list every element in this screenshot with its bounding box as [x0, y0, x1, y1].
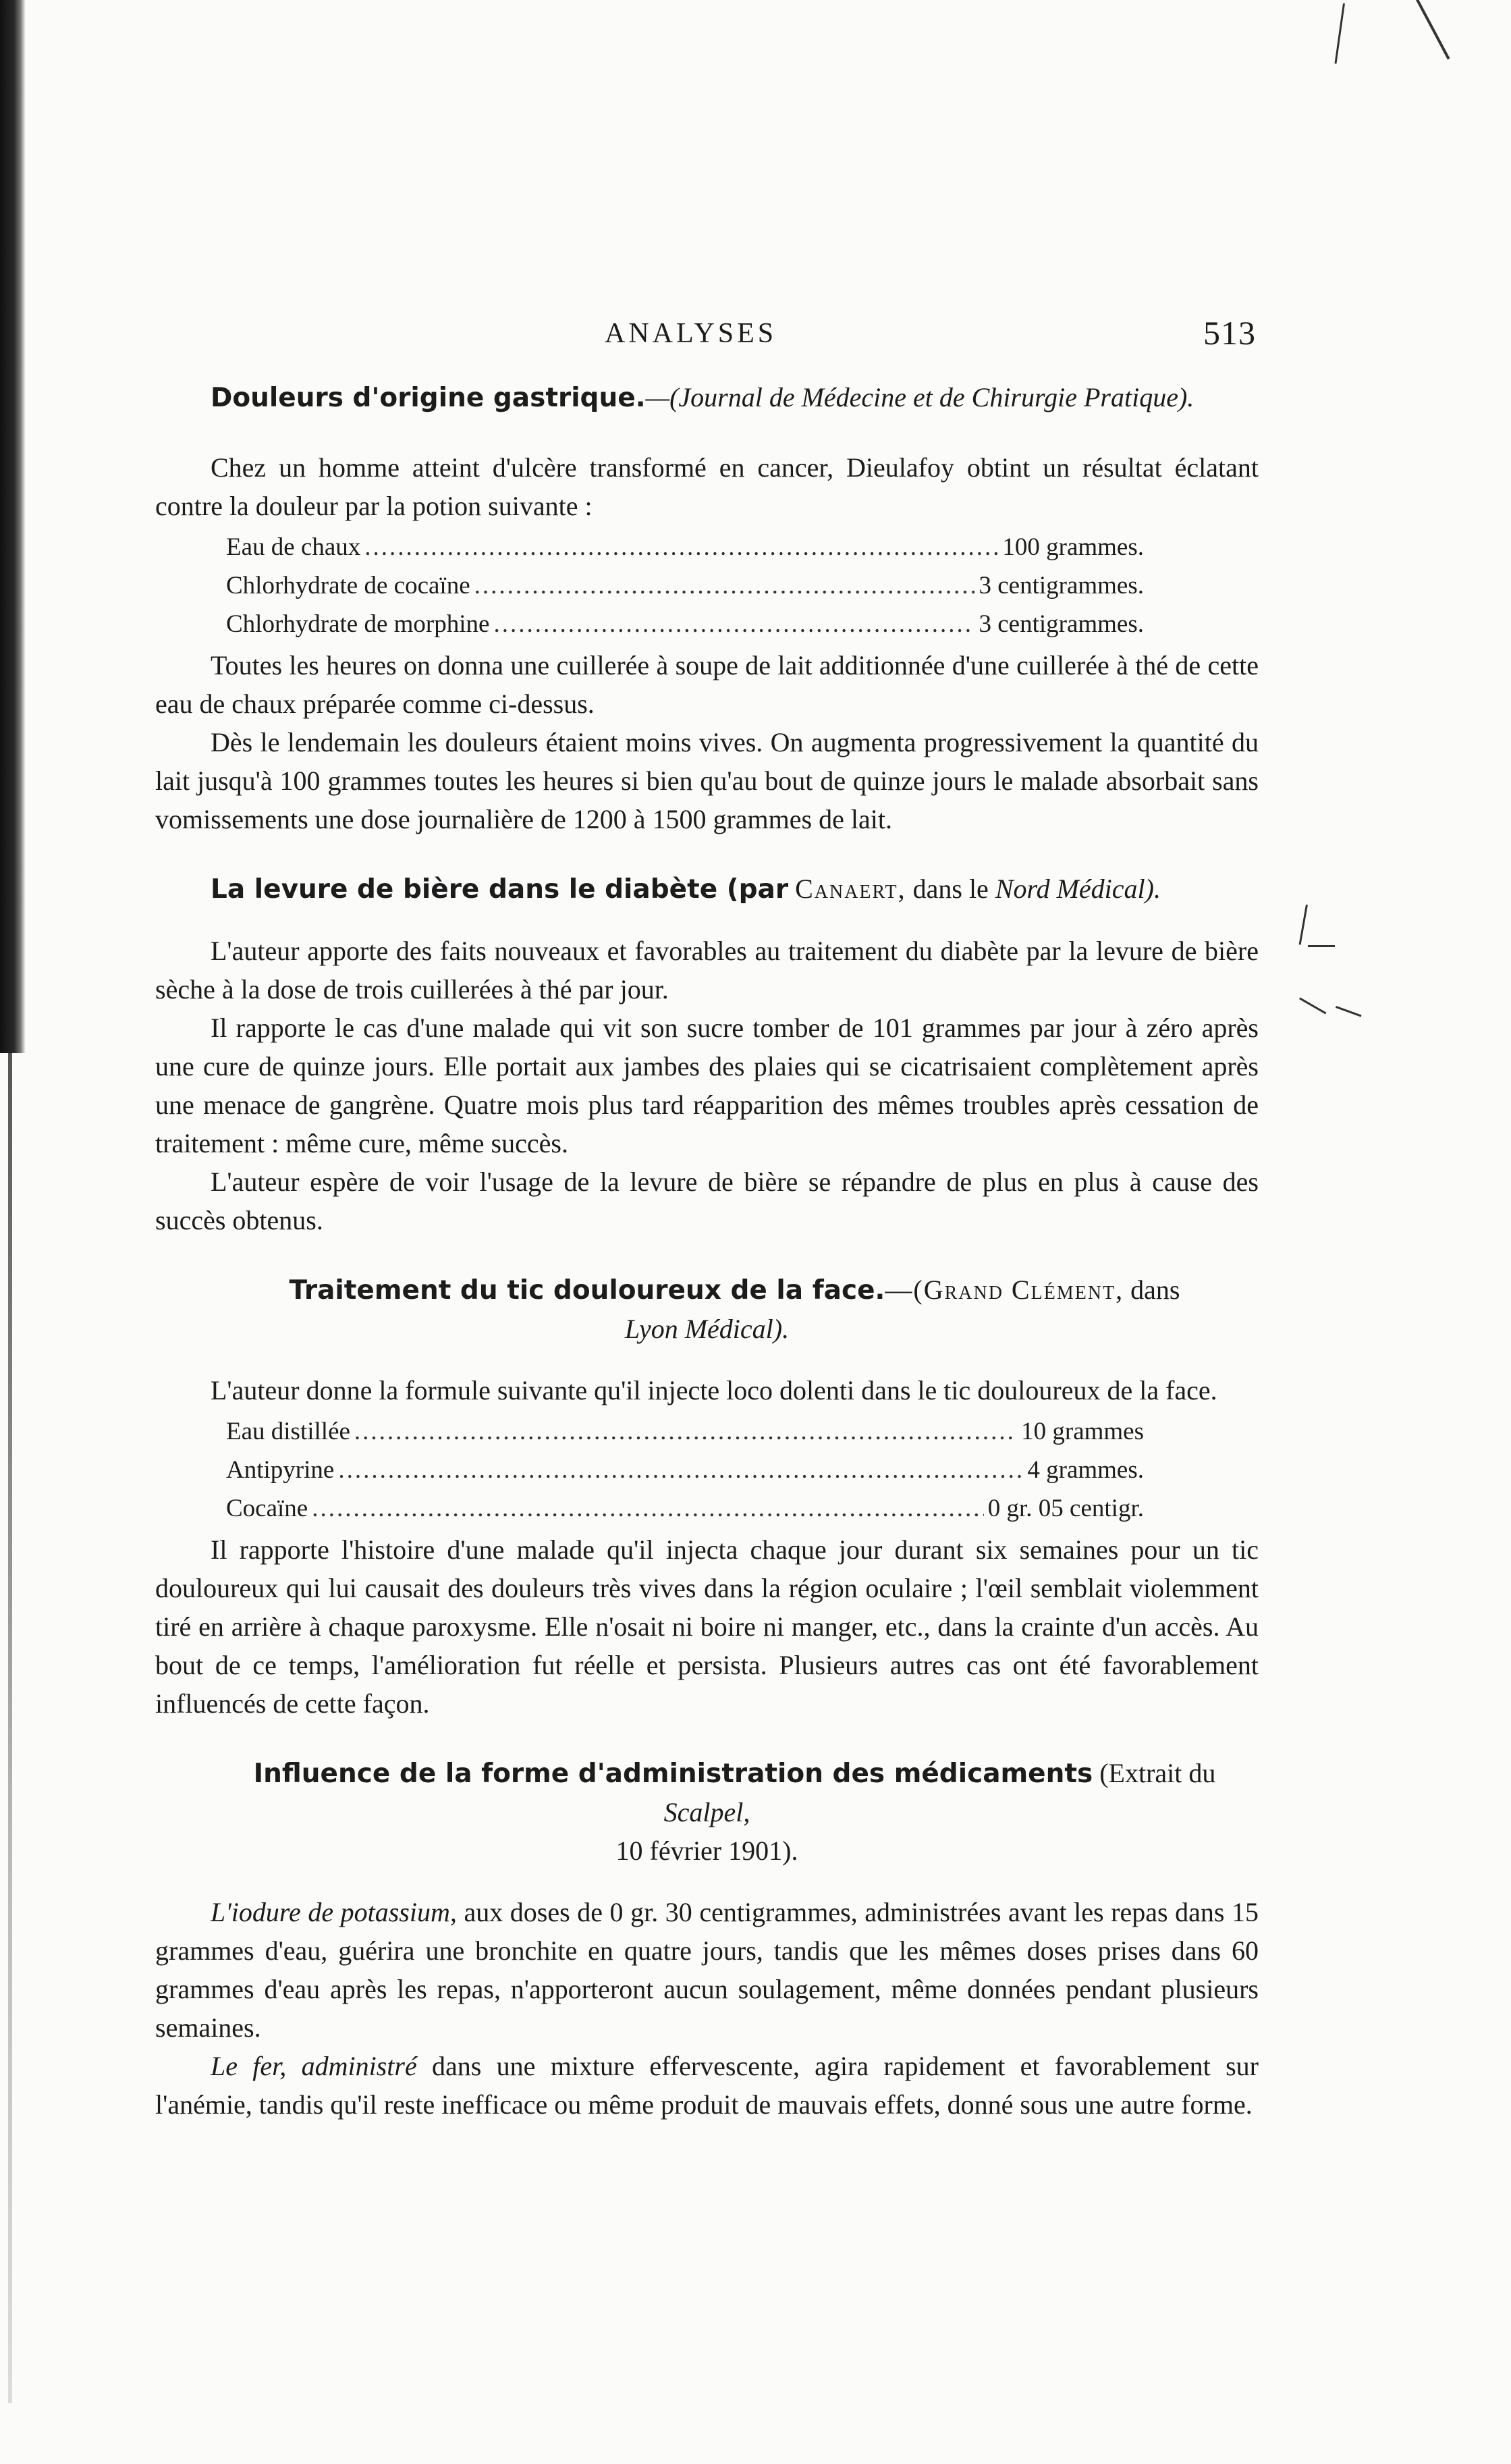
article-body: [155, 378, 1259, 2124]
section-source: Nord Médical).: [995, 874, 1161, 904]
section-source: Scalpel,: [663, 1797, 750, 1827]
section-author: Canaert,: [795, 874, 906, 904]
formula-row: [226, 1489, 1144, 1528]
section-title: Influence de la forme d'administration des médicaments: [253, 1759, 1093, 1789]
section-brewers-yeast: [155, 869, 1259, 1239]
section-facial-tic: [155, 1270, 1259, 1723]
section-heading: [155, 869, 1259, 909]
section-gastric-pain: [155, 378, 1259, 838]
ingredient-name: Chlorhydrate de cocaïne: [226, 572, 470, 599]
formula-row: [226, 566, 1144, 605]
paragraph: L'auteur donne la formule suivante qu'il injecte loco dolenti dans le tic douloureux de la face.: [211, 1375, 1217, 1405]
paragraph: Il rapporte le cas d'une malade qui vit son sucre tomber de 101 grammes par jour à zéro après une cure de quinze jours. Elle portait aux jambes des plaies qui se cicatrisaient complètement après une menace de gangrène. Quatre mois plus tard réapparition des mêmes troubles après cessation de traitement : même cure, même succès.: [155, 1013, 1259, 1158]
ingredient-name: Chlorhydrate de morphine: [226, 610, 490, 638]
section-drug-administration: [155, 1754, 1259, 2124]
ingredient-quantity: 0 gr. 05 centigr.: [987, 1495, 1144, 1522]
section-title: La levure de bière dans le diabète (par: [211, 874, 789, 905]
formula-list: [226, 1412, 1259, 1528]
running-title: ANALYSES: [605, 318, 777, 349]
ingredient-quantity: 100 grammes.: [1002, 533, 1144, 561]
running-header: [157, 314, 1256, 365]
section-title: Douleurs d'origine gastrique.: [211, 383, 646, 413]
paragraph: [155, 1893, 1259, 2047]
section-author: —(Grand Clément,: [885, 1275, 1124, 1305]
paragraph: L'auteur espère de voir l'usage de la levure de bière se répandre de plus en plus à cause des succès obtenus.: [155, 1167, 1259, 1235]
paragraph: Chez un homme atteint d'ulcère transformé en cancer, Dieulafoy obtint un résultat éclatant contre la douleur par la potion suivante :: [155, 452, 1259, 521]
paragraph: L'auteur apporte des faits nouveaux et favorables au traitement du diabète par la levure de bière sèche à la dose de trois cuillerées à thé par jour.: [155, 936, 1259, 1005]
ingredient-name: Cocaïne: [226, 1495, 308, 1522]
section-title: Traitement du tic douloureux de la face.: [289, 1275, 885, 1306]
ingredient-name: Antipyrine: [226, 1456, 335, 1484]
section-heading: [155, 1754, 1259, 1870]
formula-row: [226, 1451, 1144, 1489]
paragraph: Dès le lendemain les douleurs étaient moins vives. On augmenta progressivement la quantité du lait jusqu'à 100 grammes toutes les heures si bien qu'au bout de quinze jours le malade absorbait sans vomissements une dose journalière de 1200 à 1500 grammes de lait.: [155, 727, 1259, 834]
section-source: —(Journal de Médecine et de Chirurgie Pratique).: [645, 382, 1194, 412]
section-date: 10 février 1901).: [615, 1836, 798, 1866]
emphasis: Le fer, administré: [211, 2051, 417, 2081]
section-source-prefix: (Extrait du: [1099, 1758, 1216, 1788]
ingredient-name: Eau de chaux: [226, 533, 361, 561]
paragraph-text: dans une mixture effervescente, agira rapidement et favorablement sur l'anémie, tandis qu'il reste inefficace ou même produit de mauvais effets, donné sous une autre forme.: [155, 2051, 1259, 2120]
section-source-prefix: dans: [1130, 1275, 1180, 1305]
paragraph: Il rapporte l'histoire d'une malade qu'il injecta chaque jour durant six semaines pour un tic douloureux qui lui causait des douleurs très vives dans la région oculaire ; l'œil semblait violemment tiré en arrière à chaque paroxysme. Elle n'osait ni boire ni manger, etc., dans la crainte d'un accès. Au bout de ce temps, l'amélioration fut réelle et persista. Plusieurs autres cas ont été favorablement influencés de cette façon.: [155, 1534, 1259, 1719]
paragraph-text: aux doses de 0 gr. 30 centigrammes, administrées avant les repas dans 15 grammes d'eau, guérira une bronchite en quatre jours, tandis que les mêmes doses prises dans 60 grammes d'eau après les repas, n'apporteront aucun soulagement, même données pendant plusieurs semaines.: [155, 1897, 1259, 2043]
formula-row: [226, 605, 1144, 643]
section-source: Lyon Médical).: [624, 1314, 790, 1344]
ingredient-quantity: 3 centigrammes.: [979, 610, 1144, 638]
emphasis: L'iodure de potassium,: [211, 1897, 457, 1927]
ingredient-name: Eau distillée: [226, 1418, 350, 1445]
page-number: 513: [1203, 314, 1256, 352]
section-source-prefix: dans le: [912, 874, 989, 904]
ingredient-quantity: 4 grammes.: [1027, 1456, 1144, 1484]
formula-row: [226, 1412, 1144, 1451]
ingredient-quantity: 10 grammes: [1021, 1418, 1144, 1445]
formula-list: [226, 528, 1259, 643]
formula-row: [226, 528, 1144, 566]
section-heading: [155, 378, 1259, 417]
section-heading: [155, 1270, 1259, 1348]
ingredient-quantity: 3 centigrammes.: [979, 572, 1144, 599]
paragraph: [155, 2047, 1259, 2124]
paragraph: Toutes les heures on donna une cuillerée à soupe de lait additionnée d'une cuillerée à thé de cette eau de chaux préparée comme ci-dessus.: [155, 650, 1259, 719]
